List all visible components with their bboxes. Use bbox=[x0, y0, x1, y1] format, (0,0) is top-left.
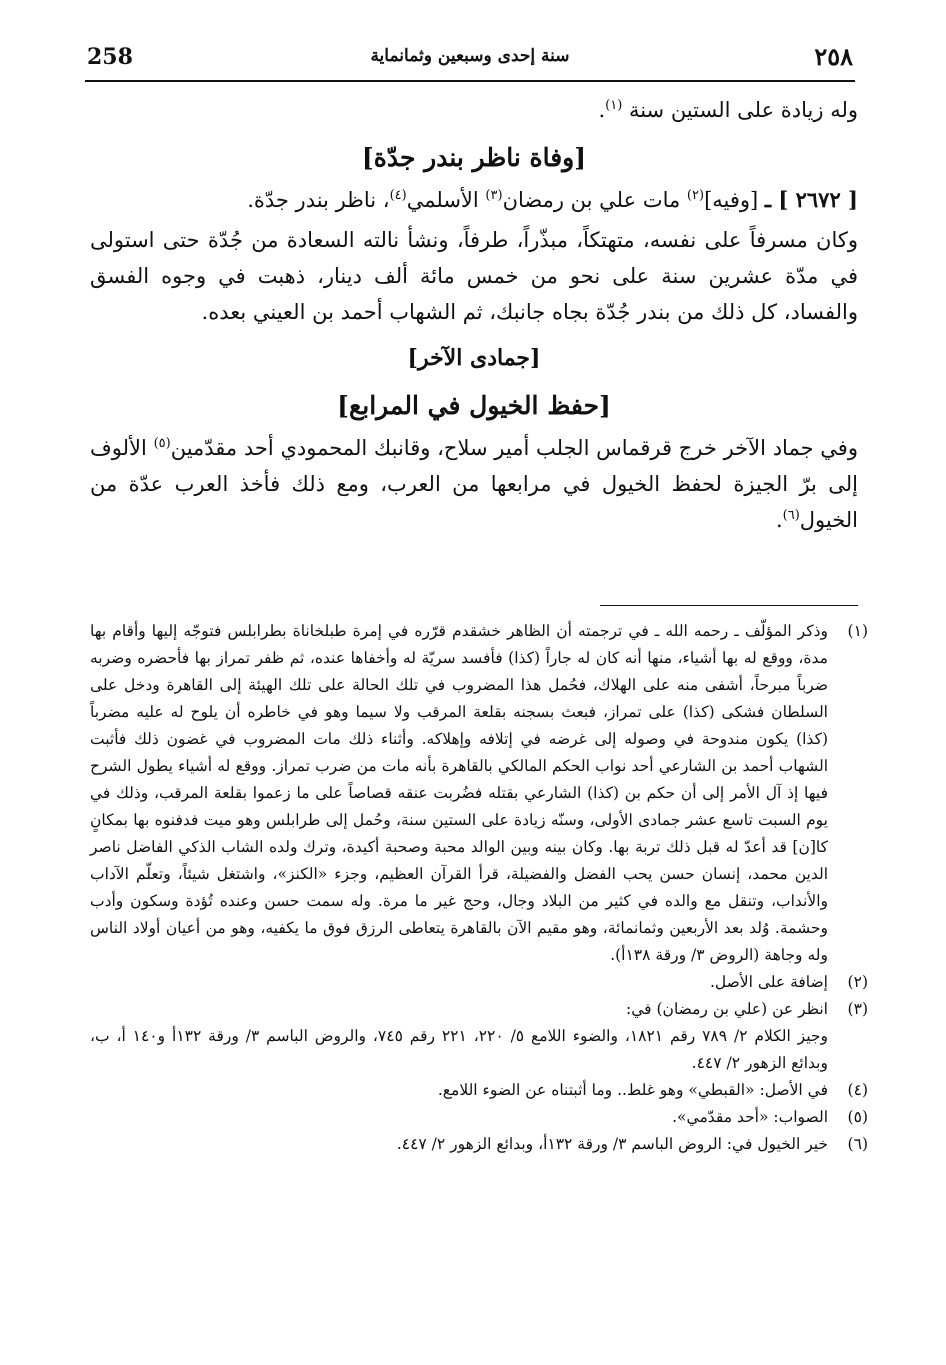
footnote-text-continued: وجيز الكلام ٢/ ٧٨٩ رقم ١٨٢١، والضوء اللامع ٥/ ٢٢٠، ٢٢١ رقم ٧٤٥، والروض الباسم ٣/ ورقة ١٣٢أ و١٤٠ أ، ب، وبدائع الزهور ٢/ ٤٤٧. bbox=[90, 1027, 828, 1072]
footnote-text: خير الخيول في: الروض الباسم ٣/ ورقة ١٣٢أ، وبدائع الزهور ٢/ ٤٤٧. bbox=[396, 1135, 828, 1153]
footnote-number: (٣) bbox=[847, 1000, 868, 1018]
heading-jumada-akhir: [جمادى الآخر] bbox=[407, 345, 541, 371]
page-number-arabic: ٢٥٨ bbox=[814, 42, 853, 71]
page-number-latin: 258 bbox=[87, 44, 133, 70]
heading-horses-protection: [حفظ الخيول في المرابع] bbox=[337, 391, 611, 420]
entry-2672: [ ٢٦٧٢ ] ـ [وفيه]$^{(٢)}$ مات علي بن رمضان$^{(٣)}$ الأسلمي$^{(٤)}$، ناظر بندر جدّة. bbox=[247, 187, 858, 212]
main-text bbox=[90, 92, 858, 538]
footnote-text: انظر عن (علي بن رمضان) في: bbox=[626, 1000, 828, 1018]
footnote-ref-1[interactable]: (١) bbox=[605, 98, 623, 113]
footnote-ref-3[interactable]: (٣) bbox=[485, 188, 503, 203]
footnote-2 bbox=[90, 969, 868, 996]
footnote-4 bbox=[90, 1077, 868, 1104]
footnote-number: (٥) bbox=[847, 1108, 868, 1126]
footnote-5 bbox=[90, 1104, 868, 1131]
footnote-ref-5[interactable]: (٥) bbox=[153, 436, 171, 451]
footnote-text: في الأصل: «القبطي» وهو غلط.. وما أثبتناه عن الضوء اللامع. bbox=[437, 1081, 828, 1099]
footnote-number: (٤) bbox=[847, 1081, 868, 1099]
entry-number: [ ٢٦٧٢ ] ـ bbox=[764, 187, 858, 212]
page-header bbox=[85, 40, 855, 82]
footnote-number: (١) bbox=[847, 622, 868, 640]
heading-death-of-nazir: [وفاة ناظر بندر جدّة] bbox=[361, 143, 587, 172]
footnote-ref-4[interactable]: (٤) bbox=[389, 188, 407, 203]
footnote-separator bbox=[600, 605, 858, 606]
footnote-6 bbox=[90, 1131, 868, 1158]
footnote-number: (٢) bbox=[847, 973, 868, 991]
footnote-text: إضافة على الأصل. bbox=[709, 973, 828, 991]
footnote-ref-2[interactable]: (٢) bbox=[686, 188, 705, 203]
paragraph-2: وفي جماد الآخر خرج قرقماس الجلب أمير سلاح، وقانبك المحمودي أحد مقدّمين$^{(٥)}$ الألوف إلى برّ الجيزة لحفظ الخيول في مرابعها من العرب، ومع ذلك فأخذ العرب عدّة من الخيول$^{(٦)}$. bbox=[90, 436, 858, 532]
footnote-number: (٦) bbox=[847, 1135, 868, 1153]
footnote-text: الصواب: «أحد مقدّمي». bbox=[672, 1108, 828, 1126]
footnote-text: وذكر المؤلّف ـ رحمه الله ـ في ترجمته أن الظاهر خشقدم قرّره في إمرة طبلخاناة بطرابلس فتوجّه إليها وأقام بها مدة، ووقع له بها أشياء، منها أنه كان له جاراً (كذا) فأفسد سريّة له وأخفاها عنده، ثم ظفر تمراز بها فأحضره وضربه ضرباً مبرحاً، أشفى منه على الهلاك، فحُمل هذا المضروب في تلك الحالة على تلك الهيئة إلى القاهرة ودخل على السلطان فشكى (كذا) على تمراز، فبعث بسجنه بقلعة المرقب ولا سيما وهو في خاطره أن يلوح له عليه مضرباً (كذا) يكون مندوحة في وصوله إلى غرضه في إتلافه وإهلاكه. وأثناء ذلك مات المضروب في غضون ذلك فأثبت الشهاب أحمد بن الشارعي أحد نواب الحكم المالكي بالقاهرة بأنه مات من ضرب تمراز. ووقع له أشياء يطول الشرح فيها إذ آل الأمر إلى أن حكم بن (كذا) الشارعي بقتله فضُربت عنقه قصاصاً على ما زعموا بقلعة المرقب، وذلك في يوم السبت تاسع عشر جمادى الأولى، وسنّه زيادة على الستين سنة، وحُمل إلى طرابلس وهو ميت فدفنوه بها بمكانٍ كا[ن] قد أعدّ له قبل ذلك تربة بها. وكان بينه وبين الوالد محبة وصحبة أكيدة، وترك ولده الشاب الذكي الفاضل ناصر الدين محمد، إنسان حسن يحب الفضل والفضيلة، قرأ القرآن العظيم، وجزء «الكنز»، واشتغل شيئاً، وتعلّم الآداب والأنداب، وتنقل مع والده في كثير من البلاد وجال، وحج غير ما مرة. وله سمت حسن وعنده تُؤدة وسكون وأدب وحشمة. وُلد بعد الأربعين وثمانمائة، وهو مقيم الآن بالقاهرة يتعاطى الرزق فوق ما يكفيه، وهو من أعيان أولاد الناس وله وجاهة (الروض ٣/ ورقة ١٣٨أ). bbox=[90, 622, 828, 964]
intro-line: وله زيادة على الستين سنة $^{(١)}$. bbox=[598, 98, 858, 122]
footnotes bbox=[90, 618, 868, 1158]
footnote-1 bbox=[90, 618, 868, 969]
footnote-ref-6[interactable]: (٦) bbox=[782, 508, 800, 523]
paragraph-1: وكان مسرفاً على نفسه، متهتكاً، مبذّراً، طرفاً، ونشأ نالته السعادة من جُدّة حتى استولى في مدّة عشرين سنة على نحو من خمس مائة ألف دينار، ذهبت في وجوه الفسق والفساد، كل ذلك من بندر جُدّة بجاه جانبك، ثم الشهاب أحمد بن العيني بعده. bbox=[90, 228, 858, 324]
footnote-3 bbox=[90, 996, 868, 1077]
running-title: سنة إحدى وسبعين وثمانماية bbox=[370, 46, 570, 66]
